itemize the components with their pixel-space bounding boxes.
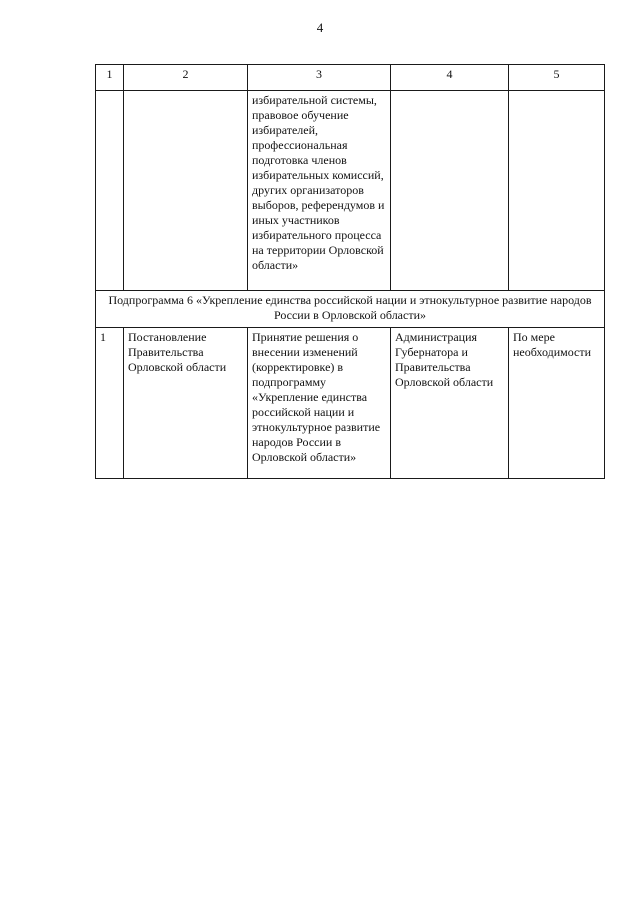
plan-table — [95, 64, 605, 479]
row-responsible: Администрация Губернатора и Правительства Орловской области — [391, 328, 509, 479]
table-row-continuation — [96, 91, 605, 291]
cont-cell-4 — [391, 91, 509, 291]
subprogram-title: Подпрограмма 6 «Укрепление единства российской нации и этнокультурное развитие народов России в Орловской области» — [96, 291, 605, 328]
table-header-row — [96, 65, 605, 91]
row-deadline: По мере необходимости — [509, 328, 605, 479]
row-document-type: Постановление Правительства Орловской области — [124, 328, 248, 479]
header-cell-1: 1 — [96, 65, 124, 91]
row-number: 1 — [96, 328, 124, 479]
cont-cell-1 — [96, 91, 124, 291]
page-number: 4 — [316, 20, 324, 35]
header-cell-3: 3 — [248, 65, 391, 91]
subprogram-row — [96, 291, 605, 328]
header-cell-2: 2 — [124, 65, 248, 91]
header-cell-4: 4 — [391, 65, 509, 91]
header-cell-5: 5 — [509, 65, 605, 91]
cont-cell-2 — [124, 91, 248, 291]
cont-cell-3: избирательной системы, правовое обучение избирателей, профессиональная подготовка членов избирательных комиссий, других организаторов выборов, референдумов и иных участников избирательного процесса на территории Орловской области» — [248, 91, 391, 291]
cont-cell-5 — [509, 91, 605, 291]
table-row — [96, 328, 605, 479]
row-content: Принятие решения о внесении изменений (корректировке) в подпрограмму «Укрепление единства российской нации и этнокультурное развитие народов России в Орловской области» — [248, 328, 391, 479]
